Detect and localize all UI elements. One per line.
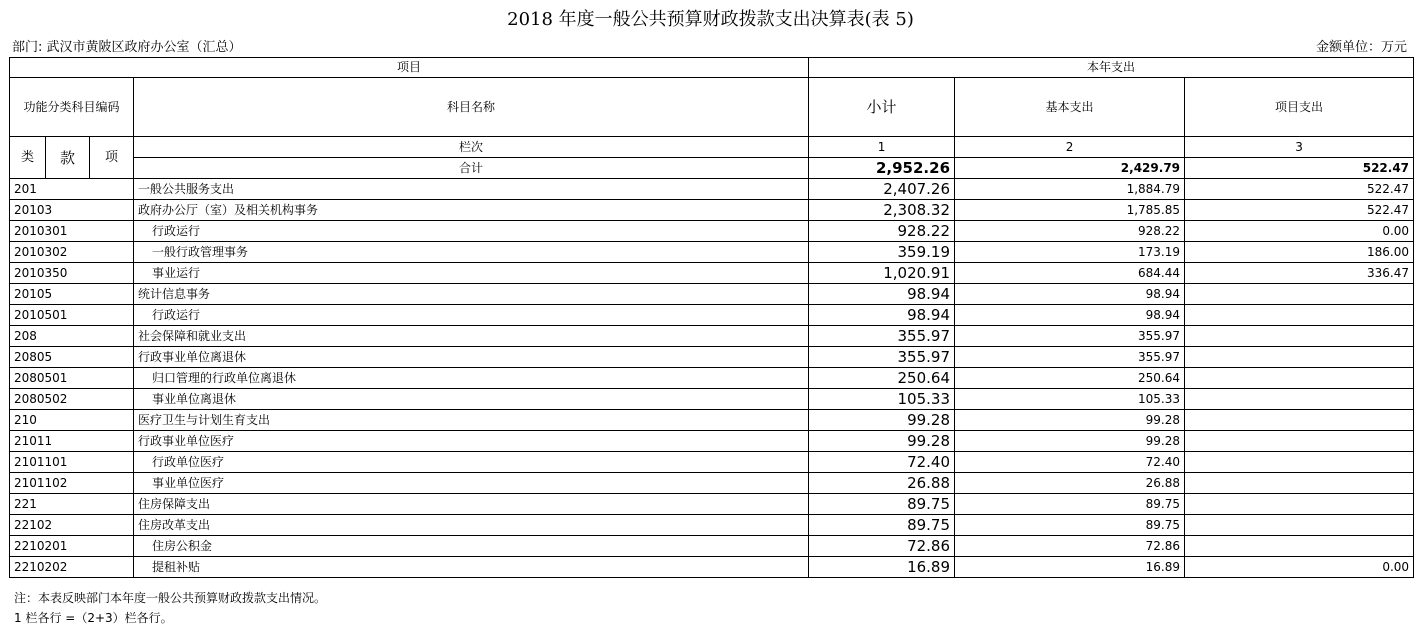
table-row: [10, 284, 1414, 305]
row-subtotal: 928.22: [809, 221, 955, 242]
table-row: [10, 473, 1414, 494]
row-basic: 355.97: [955, 347, 1185, 368]
row-code: 2210201: [10, 536, 134, 557]
row-basic: 99.28: [955, 431, 1185, 452]
row-basic: 105.33: [955, 389, 1185, 410]
row-project: [1185, 347, 1414, 368]
row-subject-name: 事业单位离退休: [134, 389, 809, 410]
row-subject-name: 住房公积金: [134, 536, 809, 557]
row-project: 186.00: [1185, 242, 1414, 263]
row-subject-name: 住房改革支出: [134, 515, 809, 536]
row-project: 0.00: [1185, 557, 1414, 578]
row-code: 2210202: [10, 557, 134, 578]
table-row: [10, 368, 1414, 389]
row-project: [1185, 431, 1414, 452]
table-row: [10, 221, 1414, 242]
row-subtotal: 2,308.32: [809, 200, 955, 221]
row-basic: 173.19: [955, 242, 1185, 263]
department-label: 部门: 武汉市黄陂区政府办公室（汇总）: [12, 40, 242, 55]
row-project: [1185, 326, 1414, 347]
row-subject-name: 归口管理的行政单位离退休: [134, 368, 809, 389]
row-code: 221: [10, 494, 134, 515]
header-row-3: [10, 137, 1414, 158]
row-subtotal: 1,020.91: [809, 263, 955, 284]
table-row: [10, 200, 1414, 221]
row-basic: 1,884.79: [955, 179, 1185, 200]
row-project: 0.00: [1185, 221, 1414, 242]
row-project: [1185, 284, 1414, 305]
row-subtotal: 105.33: [809, 389, 955, 410]
row-code: 2010302: [10, 242, 134, 263]
total-basic: 2,429.79: [955, 158, 1185, 179]
row-subject-name: 统计信息事务: [134, 284, 809, 305]
row-code: 201: [10, 179, 134, 200]
row-code: 20805: [10, 347, 134, 368]
total-project: 522.47: [1185, 158, 1414, 179]
header-func-code: 功能分类科目编码: [10, 78, 134, 137]
row-project: 522.47: [1185, 200, 1414, 221]
unit-label: 金额单位：万元: [1315, 40, 1407, 55]
header-col3: 3: [1185, 137, 1414, 158]
row-subtotal: 72.86: [809, 536, 955, 557]
row-project: [1185, 410, 1414, 431]
row-subtotal: 16.89: [809, 557, 955, 578]
row-subtotal: 359.19: [809, 242, 955, 263]
table-row: [10, 536, 1414, 557]
row-basic: 355.97: [955, 326, 1185, 347]
table-row: [10, 557, 1414, 578]
row-project: [1185, 536, 1414, 557]
row-subject-name: 社会保障和就业支出: [134, 326, 809, 347]
row-subject-name: 行政单位医疗: [134, 452, 809, 473]
header-xiang: 项: [90, 137, 134, 179]
row-basic: 72.86: [955, 536, 1185, 557]
row-subtotal: 89.75: [809, 494, 955, 515]
table-row: [10, 263, 1414, 284]
header-lei: 类: [10, 137, 46, 179]
row-subject-name: 政府办公厅（室）及相关机构事务: [134, 200, 809, 221]
row-code: 2080502: [10, 389, 134, 410]
row-project: [1185, 305, 1414, 326]
row-subtotal: 98.94: [809, 305, 955, 326]
table-row: [10, 326, 1414, 347]
row-code: 2080501: [10, 368, 134, 389]
table-row: [10, 347, 1414, 368]
header-project-exp: 项目支出: [1185, 78, 1414, 137]
header-project: 项目: [10, 58, 809, 78]
row-project: [1185, 389, 1414, 410]
row-subtotal: 99.28: [809, 410, 955, 431]
total-label: 合计: [134, 158, 809, 179]
table-row: [10, 179, 1414, 200]
row-subject-name: 事业单位医疗: [134, 473, 809, 494]
row-subject-name: 医疗卫生与计划生育支出: [134, 410, 809, 431]
table-row: [10, 389, 1414, 410]
row-project: [1185, 494, 1414, 515]
row-code: 20103: [10, 200, 134, 221]
table-row: [10, 515, 1414, 536]
row-subject-name: 行政事业单位离退休: [134, 347, 809, 368]
expenditure-table: [9, 57, 1414, 578]
note-2: 1 栏各行 =（2+3）栏各行。: [14, 611, 173, 625]
table-row: [10, 452, 1414, 473]
header-row-2: [10, 78, 1414, 137]
row-code: 2101101: [10, 452, 134, 473]
row-code: 2010301: [10, 221, 134, 242]
header-subtotal: 小计: [809, 78, 955, 137]
header-col2: 2: [955, 137, 1185, 158]
row-code: 2010501: [10, 305, 134, 326]
table-row: [10, 305, 1414, 326]
row-subtotal: 26.88: [809, 473, 955, 494]
row-subtotal: 72.40: [809, 452, 955, 473]
row-subject-name: 事业运行: [134, 263, 809, 284]
table-row: [10, 494, 1414, 515]
total-row: [10, 158, 1414, 179]
row-basic: 98.94: [955, 305, 1185, 326]
row-code: 22102: [10, 515, 134, 536]
row-code: 2101102: [10, 473, 134, 494]
header-row-1: [10, 58, 1414, 78]
row-project: 336.47: [1185, 263, 1414, 284]
row-basic: 89.75: [955, 494, 1185, 515]
row-project: [1185, 515, 1414, 536]
row-basic: 16.89: [955, 557, 1185, 578]
row-subtotal: 355.97: [809, 326, 955, 347]
row-code: 210: [10, 410, 134, 431]
header-current-year: 本年支出: [809, 58, 1414, 78]
note-1: 注：本表反映部门本年度一般公共预算财政拨款支出情况。: [14, 591, 327, 605]
total-subtotal: 2,952.26: [809, 158, 955, 179]
row-subtotal: 99.28: [809, 431, 955, 452]
row-subtotal: 98.94: [809, 284, 955, 305]
table-row: [10, 431, 1414, 452]
row-basic: 89.75: [955, 515, 1185, 536]
row-project: [1185, 368, 1414, 389]
row-subject-name: 行政运行: [134, 221, 809, 242]
row-project: [1185, 452, 1414, 473]
header-kuan: 款: [46, 137, 90, 179]
page-title: 2018 年度一般公共预算财政拨款支出决算表(表 5): [507, 9, 914, 30]
notes: [14, 588, 326, 628]
row-code: 208: [10, 326, 134, 347]
row-code: 21011: [10, 431, 134, 452]
row-basic: 26.88: [955, 473, 1185, 494]
row-basic: 1,785.85: [955, 200, 1185, 221]
row-project: 522.47: [1185, 179, 1414, 200]
row-basic: 72.40: [955, 452, 1185, 473]
row-subtotal: 250.64: [809, 368, 955, 389]
row-basic: 684.44: [955, 263, 1185, 284]
header-col1: 1: [809, 137, 955, 158]
row-subject-name: 一般行政管理事务: [134, 242, 809, 263]
row-basic: 99.28: [955, 410, 1185, 431]
row-project: [1185, 473, 1414, 494]
header-lanci: 栏次: [134, 137, 809, 158]
row-subtotal: 89.75: [809, 515, 955, 536]
row-subject-name: 行政运行: [134, 305, 809, 326]
row-subtotal: 355.97: [809, 347, 955, 368]
row-subject-name: 一般公共服务支出: [134, 179, 809, 200]
row-subject-name: 提租补贴: [134, 557, 809, 578]
table-row: [10, 410, 1414, 431]
row-code: 20105: [10, 284, 134, 305]
row-basic: 98.94: [955, 284, 1185, 305]
row-basic: 928.22: [955, 221, 1185, 242]
row-subtotal: 2,407.26: [809, 179, 955, 200]
row-subject-name: 住房保障支出: [134, 494, 809, 515]
header-basic: 基本支出: [955, 78, 1185, 137]
row-subject-name: 行政事业单位医疗: [134, 431, 809, 452]
header-subject-name: 科目名称: [134, 78, 809, 137]
row-code: 2010350: [10, 263, 134, 284]
table-row: [10, 242, 1414, 263]
row-basic: 250.64: [955, 368, 1185, 389]
